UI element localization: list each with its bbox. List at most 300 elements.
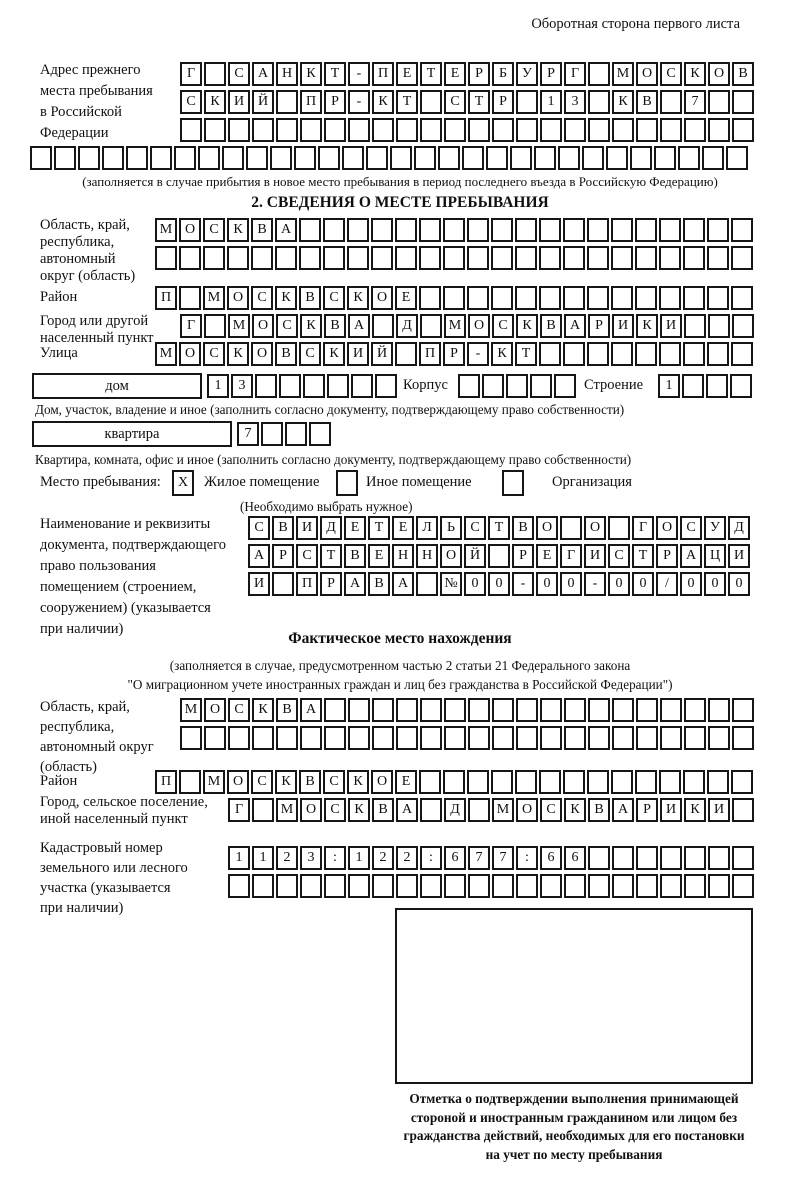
char-cell[interactable]: С xyxy=(492,314,514,338)
char-cell[interactable]: 2 xyxy=(276,846,298,870)
char-cell[interactable] xyxy=(588,698,610,722)
char-cell[interactable]: И xyxy=(296,516,318,540)
char-cell[interactable] xyxy=(708,846,730,870)
char-cell[interactable]: Т xyxy=(368,516,390,540)
char-cell[interactable] xyxy=(54,146,76,170)
placement-checkbox-inoe[interactable] xyxy=(336,470,358,496)
char-cell[interactable] xyxy=(420,90,442,114)
char-cell[interactable]: А xyxy=(396,798,418,822)
char-cell[interactable] xyxy=(300,118,322,142)
char-cell[interactable]: Р xyxy=(656,544,678,568)
char-cell[interactable]: И xyxy=(248,572,270,596)
char-cell[interactable]: К xyxy=(636,314,658,338)
char-cell[interactable]: К xyxy=(564,798,586,822)
char-cell[interactable]: 2 xyxy=(372,846,394,870)
char-cell[interactable] xyxy=(491,770,513,794)
char-cell[interactable]: С xyxy=(203,342,225,366)
char-cell[interactable] xyxy=(252,118,274,142)
char-cell[interactable] xyxy=(515,286,537,310)
char-cell[interactable]: Е xyxy=(396,62,418,86)
char-cell[interactable] xyxy=(588,726,610,750)
char-cell[interactable] xyxy=(375,374,397,398)
char-cell[interactable] xyxy=(530,374,552,398)
char-cell[interactable]: 2 xyxy=(396,846,418,870)
char-cell[interactable] xyxy=(635,218,657,242)
char-cell[interactable] xyxy=(588,874,610,898)
char-cell[interactable]: Р xyxy=(320,572,342,596)
char-cell[interactable] xyxy=(252,726,274,750)
char-cell[interactable] xyxy=(684,726,706,750)
char-cell[interactable] xyxy=(516,118,538,142)
char-cell[interactable]: Е xyxy=(395,770,417,794)
char-cell[interactable] xyxy=(540,698,562,722)
char-cell[interactable] xyxy=(612,846,634,870)
char-cell[interactable]: О xyxy=(440,544,462,568)
char-cell[interactable] xyxy=(203,246,225,270)
char-cell[interactable]: С xyxy=(323,770,345,794)
char-cell[interactable] xyxy=(180,726,202,750)
char-cell[interactable] xyxy=(707,286,729,310)
char-cell[interactable]: Р xyxy=(468,62,490,86)
char-cell[interactable]: Т xyxy=(515,342,537,366)
char-cell[interactable]: Г xyxy=(632,516,654,540)
char-cell[interactable] xyxy=(222,146,244,170)
char-cell[interactable]: В xyxy=(324,314,346,338)
char-cell[interactable]: К xyxy=(372,90,394,114)
char-cell[interactable]: И xyxy=(584,544,606,568)
char-cell[interactable]: Т xyxy=(468,90,490,114)
char-cell[interactable] xyxy=(564,874,586,898)
char-cell[interactable]: М xyxy=(155,218,177,242)
char-cell[interactable] xyxy=(204,314,226,338)
char-cell[interactable]: 7 xyxy=(684,90,706,114)
char-cell[interactable] xyxy=(414,146,436,170)
char-cell[interactable]: К xyxy=(275,770,297,794)
char-cell[interactable] xyxy=(612,698,634,722)
char-cell[interactable]: 3 xyxy=(300,846,322,870)
char-cell[interactable]: П xyxy=(296,572,318,596)
char-cell[interactable]: 3 xyxy=(564,90,586,114)
char-cell[interactable] xyxy=(323,218,345,242)
char-cell[interactable] xyxy=(563,342,585,366)
char-cell[interactable] xyxy=(179,286,201,310)
char-cell[interactable]: О xyxy=(708,62,730,86)
char-cell[interactable] xyxy=(467,286,489,310)
char-cell[interactable] xyxy=(611,218,633,242)
char-cell[interactable] xyxy=(420,314,442,338)
char-cell[interactable] xyxy=(276,118,298,142)
char-cell[interactable] xyxy=(539,770,561,794)
char-cell[interactable]: 0 xyxy=(704,572,726,596)
char-cell[interactable]: - xyxy=(348,90,370,114)
char-cell[interactable]: К xyxy=(684,798,706,822)
char-cell[interactable] xyxy=(443,218,465,242)
char-cell[interactable] xyxy=(279,374,301,398)
char-cell[interactable] xyxy=(458,374,480,398)
char-cell[interactable] xyxy=(324,874,346,898)
char-cell[interactable] xyxy=(261,422,283,446)
char-cell[interactable] xyxy=(708,90,730,114)
char-cell[interactable] xyxy=(174,146,196,170)
char-cell[interactable] xyxy=(731,770,753,794)
char-cell[interactable]: А xyxy=(392,572,414,596)
char-cell[interactable] xyxy=(707,218,729,242)
char-cell[interactable]: Г xyxy=(560,544,582,568)
char-cell[interactable] xyxy=(198,146,220,170)
char-cell[interactable] xyxy=(540,726,562,750)
char-cell[interactable]: С xyxy=(608,544,630,568)
char-cell[interactable] xyxy=(516,726,538,750)
char-cell[interactable]: М xyxy=(228,314,250,338)
char-cell[interactable]: В xyxy=(276,698,298,722)
char-cell[interactable] xyxy=(611,342,633,366)
char-cell[interactable] xyxy=(683,286,705,310)
char-cell[interactable]: А xyxy=(344,572,366,596)
char-cell[interactable] xyxy=(347,218,369,242)
char-cell[interactable]: Е xyxy=(392,516,414,540)
char-cell[interactable]: О xyxy=(179,342,201,366)
char-cell[interactable]: О xyxy=(252,314,274,338)
char-cell[interactable] xyxy=(611,286,633,310)
char-cell[interactable] xyxy=(659,286,681,310)
char-cell[interactable]: О xyxy=(584,516,606,540)
char-cell[interactable]: О xyxy=(636,62,658,86)
char-cell[interactable] xyxy=(708,698,730,722)
char-cell[interactable]: 0 xyxy=(680,572,702,596)
char-cell[interactable] xyxy=(246,146,268,170)
char-cell[interactable] xyxy=(654,146,676,170)
char-cell[interactable] xyxy=(539,286,561,310)
char-cell[interactable] xyxy=(611,770,633,794)
char-cell[interactable] xyxy=(299,218,321,242)
char-cell[interactable]: Й xyxy=(371,342,393,366)
char-cell[interactable]: Й xyxy=(464,544,486,568)
char-cell[interactable] xyxy=(204,118,226,142)
char-cell[interactable]: П xyxy=(300,90,322,114)
char-cell[interactable] xyxy=(444,698,466,722)
char-cell[interactable] xyxy=(539,342,561,366)
char-cell[interactable] xyxy=(371,246,393,270)
char-cell[interactable] xyxy=(419,218,441,242)
char-cell[interactable] xyxy=(467,218,489,242)
char-cell[interactable] xyxy=(731,246,753,270)
char-cell[interactable]: О xyxy=(251,342,273,366)
char-cell[interactable] xyxy=(102,146,124,170)
char-cell[interactable]: М xyxy=(155,342,177,366)
char-cell[interactable]: 7 xyxy=(492,846,514,870)
char-cell[interactable]: С xyxy=(203,218,225,242)
char-cell[interactable]: С xyxy=(251,770,273,794)
char-cell[interactable]: А xyxy=(680,544,702,568)
char-cell[interactable]: И xyxy=(660,314,682,338)
char-cell[interactable]: К xyxy=(348,798,370,822)
char-cell[interactable] xyxy=(540,874,562,898)
char-cell[interactable] xyxy=(443,246,465,270)
char-cell[interactable]: В xyxy=(732,62,754,86)
char-cell[interactable]: С xyxy=(248,516,270,540)
char-cell[interactable] xyxy=(272,572,294,596)
char-cell[interactable] xyxy=(516,874,538,898)
char-cell[interactable] xyxy=(294,146,316,170)
char-cell[interactable]: К xyxy=(516,314,538,338)
char-cell[interactable]: Е xyxy=(444,62,466,86)
char-cell[interactable] xyxy=(347,246,369,270)
char-cell[interactable]: 0 xyxy=(632,572,654,596)
char-cell[interactable] xyxy=(444,118,466,142)
char-cell[interactable] xyxy=(486,146,508,170)
char-cell[interactable] xyxy=(660,90,682,114)
char-cell[interactable]: - xyxy=(584,572,606,596)
char-cell[interactable] xyxy=(612,874,634,898)
char-cell[interactable]: : xyxy=(324,846,346,870)
char-cell[interactable]: Г xyxy=(564,62,586,86)
char-cell[interactable] xyxy=(684,314,706,338)
char-cell[interactable]: В xyxy=(368,572,390,596)
char-cell[interactable] xyxy=(348,698,370,722)
char-cell[interactable] xyxy=(708,314,730,338)
char-cell[interactable] xyxy=(702,146,724,170)
char-cell[interactable] xyxy=(587,218,609,242)
char-cell[interactable] xyxy=(327,374,349,398)
char-cell[interactable] xyxy=(275,246,297,270)
char-cell[interactable] xyxy=(351,374,373,398)
char-cell[interactable]: О xyxy=(536,516,558,540)
char-cell[interactable]: Р xyxy=(540,62,562,86)
char-cell[interactable] xyxy=(708,118,730,142)
char-cell[interactable] xyxy=(726,146,748,170)
char-cell[interactable] xyxy=(707,342,729,366)
char-cell[interactable]: А xyxy=(275,218,297,242)
char-cell[interactable]: Г xyxy=(180,314,202,338)
char-cell[interactable]: - xyxy=(512,572,534,596)
char-cell[interactable]: В xyxy=(372,798,394,822)
char-cell[interactable] xyxy=(492,698,514,722)
char-cell[interactable]: 0 xyxy=(560,572,582,596)
char-cell[interactable]: Е xyxy=(536,544,558,568)
char-cell[interactable] xyxy=(684,118,706,142)
char-cell[interactable]: О xyxy=(227,286,249,310)
char-cell[interactable] xyxy=(482,374,504,398)
char-cell[interactable]: Б xyxy=(492,62,514,86)
char-cell[interactable]: К xyxy=(204,90,226,114)
char-cell[interactable]: С xyxy=(180,90,202,114)
char-cell[interactable] xyxy=(683,246,705,270)
char-cell[interactable] xyxy=(468,118,490,142)
char-cell[interactable]: Е xyxy=(368,544,390,568)
char-cell[interactable] xyxy=(612,726,634,750)
char-cell[interactable]: Т xyxy=(488,516,510,540)
char-cell[interactable] xyxy=(492,726,514,750)
char-cell[interactable]: : xyxy=(516,846,538,870)
char-cell[interactable] xyxy=(276,90,298,114)
char-cell[interactable] xyxy=(324,698,346,722)
char-cell[interactable]: В xyxy=(272,516,294,540)
char-cell[interactable]: Г xyxy=(228,798,250,822)
char-cell[interactable]: М xyxy=(203,770,225,794)
char-cell[interactable]: А xyxy=(252,62,274,86)
char-cell[interactable]: К xyxy=(227,218,249,242)
char-cell[interactable] xyxy=(732,698,754,722)
char-cell[interactable]: : xyxy=(420,846,442,870)
char-cell[interactable] xyxy=(731,342,753,366)
char-cell[interactable] xyxy=(348,118,370,142)
char-cell[interactable]: - xyxy=(467,342,489,366)
char-cell[interactable] xyxy=(488,544,510,568)
char-cell[interactable] xyxy=(491,246,513,270)
char-cell[interactable]: В xyxy=(275,342,297,366)
char-cell[interactable]: 6 xyxy=(444,846,466,870)
char-cell[interactable]: 1 xyxy=(207,374,229,398)
char-cell[interactable] xyxy=(396,698,418,722)
char-cell[interactable] xyxy=(204,62,226,86)
char-cell[interactable] xyxy=(732,118,754,142)
char-cell[interactable]: М xyxy=(203,286,225,310)
char-cell[interactable] xyxy=(606,146,628,170)
char-cell[interactable]: С xyxy=(324,798,346,822)
char-cell[interactable] xyxy=(510,146,532,170)
char-cell[interactable]: 0 xyxy=(536,572,558,596)
char-cell[interactable] xyxy=(348,874,370,898)
char-cell[interactable] xyxy=(582,146,604,170)
char-cell[interactable]: 1 xyxy=(252,846,274,870)
char-cell[interactable] xyxy=(660,846,682,870)
char-cell[interactable]: В xyxy=(299,286,321,310)
char-cell[interactable] xyxy=(491,286,513,310)
char-cell[interactable] xyxy=(731,218,753,242)
char-cell[interactable]: Д xyxy=(728,516,750,540)
char-cell[interactable] xyxy=(660,118,682,142)
char-cell[interactable] xyxy=(564,698,586,722)
char-cell[interactable]: С xyxy=(228,62,250,86)
char-cell[interactable]: № xyxy=(440,572,462,596)
char-cell[interactable]: Т xyxy=(396,90,418,114)
char-cell[interactable] xyxy=(285,422,307,446)
char-cell[interactable] xyxy=(707,246,729,270)
char-cell[interactable] xyxy=(251,246,273,270)
char-cell[interactable]: А xyxy=(348,314,370,338)
char-cell[interactable] xyxy=(540,118,562,142)
char-cell[interactable] xyxy=(420,726,442,750)
char-cell[interactable] xyxy=(468,726,490,750)
char-cell[interactable] xyxy=(515,246,537,270)
char-cell[interactable] xyxy=(558,146,580,170)
char-cell[interactable] xyxy=(228,118,250,142)
char-cell[interactable]: О xyxy=(371,770,393,794)
char-cell[interactable]: Ь xyxy=(440,516,462,540)
char-cell[interactable] xyxy=(467,246,489,270)
char-cell[interactable]: В xyxy=(344,544,366,568)
char-cell[interactable] xyxy=(683,342,705,366)
char-cell[interactable] xyxy=(155,246,177,270)
char-cell[interactable] xyxy=(683,770,705,794)
char-cell[interactable] xyxy=(467,770,489,794)
char-cell[interactable] xyxy=(506,374,528,398)
char-cell[interactable] xyxy=(419,246,441,270)
char-cell[interactable]: А xyxy=(564,314,586,338)
char-cell[interactable] xyxy=(539,218,561,242)
char-cell[interactable] xyxy=(516,90,538,114)
char-cell[interactable] xyxy=(416,572,438,596)
char-cell[interactable]: Е xyxy=(395,286,417,310)
char-cell[interactable]: Н xyxy=(416,544,438,568)
char-cell[interactable] xyxy=(587,246,609,270)
char-cell[interactable]: Н xyxy=(276,62,298,86)
char-cell[interactable] xyxy=(318,146,340,170)
char-cell[interactable]: Л xyxy=(416,516,438,540)
char-cell[interactable] xyxy=(587,286,609,310)
char-cell[interactable]: С xyxy=(680,516,702,540)
char-cell[interactable] xyxy=(372,314,394,338)
char-cell[interactable] xyxy=(516,698,538,722)
char-cell[interactable]: К xyxy=(347,286,369,310)
char-cell[interactable] xyxy=(730,374,752,398)
char-cell[interactable]: 0 xyxy=(608,572,630,596)
char-cell[interactable]: И xyxy=(228,90,250,114)
char-cell[interactable] xyxy=(732,798,754,822)
char-cell[interactable] xyxy=(395,218,417,242)
char-cell[interactable]: О xyxy=(656,516,678,540)
char-cell[interactable] xyxy=(563,246,585,270)
char-cell[interactable] xyxy=(635,286,657,310)
char-cell[interactable]: Г xyxy=(180,62,202,86)
char-cell[interactable] xyxy=(443,286,465,310)
char-cell[interactable]: П xyxy=(155,286,177,310)
char-cell[interactable] xyxy=(732,846,754,870)
char-cell[interactable] xyxy=(204,726,226,750)
char-cell[interactable] xyxy=(468,698,490,722)
char-cell[interactable]: В xyxy=(512,516,534,540)
char-cell[interactable]: 0 xyxy=(488,572,510,596)
char-cell[interactable] xyxy=(563,770,585,794)
char-cell[interactable]: И xyxy=(612,314,634,338)
char-cell[interactable]: 6 xyxy=(540,846,562,870)
char-cell[interactable] xyxy=(372,118,394,142)
char-cell[interactable] xyxy=(732,874,754,898)
char-cell[interactable] xyxy=(252,874,274,898)
char-cell[interactable] xyxy=(608,516,630,540)
char-cell[interactable] xyxy=(180,118,202,142)
char-cell[interactable] xyxy=(420,874,442,898)
char-cell[interactable]: Р xyxy=(492,90,514,114)
char-cell[interactable] xyxy=(563,286,585,310)
char-cell[interactable]: Т xyxy=(320,544,342,568)
char-cell[interactable] xyxy=(420,798,442,822)
char-cell[interactable]: С xyxy=(299,342,321,366)
char-cell[interactable]: 0 xyxy=(728,572,750,596)
char-cell[interactable]: Д xyxy=(444,798,466,822)
char-cell[interactable]: О xyxy=(179,218,201,242)
char-cell[interactable] xyxy=(179,770,201,794)
char-cell[interactable] xyxy=(342,146,364,170)
char-cell[interactable]: М xyxy=(444,314,466,338)
char-cell[interactable]: У xyxy=(516,62,538,86)
char-cell[interactable]: С xyxy=(444,90,466,114)
char-cell[interactable]: К xyxy=(491,342,513,366)
char-cell[interactable] xyxy=(635,342,657,366)
char-cell[interactable]: С xyxy=(464,516,486,540)
char-cell[interactable] xyxy=(30,146,52,170)
char-cell[interactable] xyxy=(419,286,441,310)
char-cell[interactable]: В xyxy=(299,770,321,794)
char-cell[interactable]: А xyxy=(300,698,322,722)
char-cell[interactable] xyxy=(395,246,417,270)
char-cell[interactable] xyxy=(276,874,298,898)
char-cell[interactable]: О xyxy=(300,798,322,822)
char-cell[interactable] xyxy=(462,146,484,170)
apartment-type-box[interactable]: квартира xyxy=(32,421,232,447)
char-cell[interactable]: Т xyxy=(632,544,654,568)
char-cell[interactable] xyxy=(300,874,322,898)
